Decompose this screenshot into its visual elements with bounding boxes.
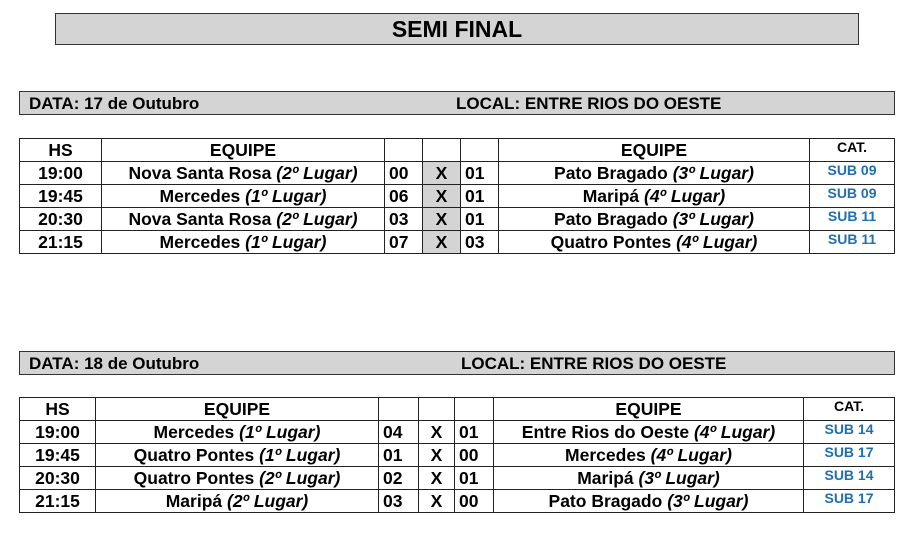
header-equipe-away: EQUIPE — [499, 139, 810, 162]
away-score: 01 — [455, 467, 494, 490]
round-1-info-bar — [19, 91, 895, 115]
header-equipe-home: EQUIPE — [96, 398, 379, 421]
versus-mark: X — [419, 467, 455, 490]
header-hs: HS — [20, 398, 96, 421]
home-score: 01 — [379, 444, 419, 467]
versus-mark: X — [423, 208, 461, 231]
header-equipe-home: EQUIPE — [102, 139, 385, 162]
game-time: 20:30 — [20, 467, 96, 490]
header-equipe-away: EQUIPE — [494, 398, 804, 421]
away-score: 03 — [461, 231, 499, 254]
home-team: Quatro Pontes (2º Lugar) — [96, 467, 379, 490]
versus-mark: X — [423, 162, 461, 185]
versus-mark: X — [419, 444, 455, 467]
game-time: 20:30 — [20, 208, 102, 231]
game-time: 21:15 — [20, 231, 102, 254]
category: SUB 17 — [804, 444, 895, 467]
round-2-schedule-table — [19, 397, 895, 513]
game-time: 21:15 — [20, 490, 96, 513]
game-time: 19:45 — [20, 444, 96, 467]
home-score: 00 — [385, 162, 423, 185]
game-time: 19:00 — [20, 162, 102, 185]
home-score: 03 — [379, 490, 419, 513]
away-score: 00 — [455, 490, 494, 513]
round-2-date: DATA: 18 de Outubro — [29, 354, 200, 373]
table-row — [20, 444, 895, 467]
game-time: 19:45 — [20, 185, 102, 208]
round-1-local: LOCAL: ENTRE RIOS DO OESTE — [456, 94, 722, 113]
versus-mark: X — [419, 490, 455, 513]
away-score: 00 — [455, 444, 494, 467]
away-team: Pato Bragado (3º Lugar) — [499, 162, 810, 185]
home-team: Nova Santa Rosa (2º Lugar) — [102, 162, 385, 185]
table-row — [20, 231, 895, 254]
home-team: Quatro Pontes (1º Lugar) — [96, 444, 379, 467]
category: SUB 09 — [810, 185, 895, 208]
home-team: Mercedes (1º Lugar) — [102, 231, 385, 254]
table-row — [20, 421, 895, 444]
round-2-local: LOCAL: ENTRE RIOS DO OESTE — [461, 354, 727, 373]
home-score: 04 — [379, 421, 419, 444]
category: SUB 17 — [804, 490, 895, 513]
table-row — [20, 185, 895, 208]
versus-mark: X — [423, 185, 461, 208]
header-cat: CAT. — [804, 398, 895, 421]
home-score: 02 — [379, 467, 419, 490]
header-hs: HS — [20, 139, 102, 162]
versus-mark: X — [423, 231, 461, 254]
home-team: Mercedes (1º Lugar) — [96, 421, 379, 444]
away-team: Entre Rios do Oeste (4º Lugar) — [494, 421, 804, 444]
header-cat: CAT. — [810, 139, 895, 162]
away-team: Quatro Pontes (4º Lugar) — [499, 231, 810, 254]
home-team: Maripá (2º Lugar) — [96, 490, 379, 513]
table-header-row — [20, 139, 895, 162]
page-title-text: SEMI FINAL — [391, 15, 523, 42]
away-team: Pato Bragado (3º Lugar) — [494, 490, 804, 513]
away-score: 01 — [455, 421, 494, 444]
category: SUB 14 — [804, 421, 895, 444]
table-header-row — [20, 398, 895, 421]
away-score: 01 — [461, 208, 499, 231]
home-team: Nova Santa Rosa (2º Lugar) — [102, 208, 385, 231]
home-score: 06 — [385, 185, 423, 208]
away-team: Maripá (3º Lugar) — [494, 467, 804, 490]
table-row — [20, 467, 895, 490]
game-time: 19:00 — [20, 421, 96, 444]
category: SUB 11 — [810, 231, 895, 254]
home-team: Mercedes (1º Lugar) — [102, 185, 385, 208]
page-title — [55, 13, 859, 45]
away-team: Maripá (4º Lugar) — [499, 185, 810, 208]
table-row — [20, 208, 895, 231]
away-team: Mercedes (4º Lugar) — [494, 444, 804, 467]
home-score: 03 — [385, 208, 423, 231]
table-row — [20, 162, 895, 185]
category: SUB 14 — [804, 467, 895, 490]
round-1-date: DATA: 17 de Outubro — [29, 94, 200, 113]
away-score: 01 — [461, 162, 499, 185]
versus-mark: X — [419, 421, 455, 444]
category: SUB 11 — [810, 208, 895, 231]
away-team: Pato Bragado (3º Lugar) — [499, 208, 810, 231]
home-score: 07 — [385, 231, 423, 254]
away-score: 01 — [461, 185, 499, 208]
category: SUB 09 — [810, 162, 895, 185]
round-2-info-bar — [19, 351, 895, 375]
round-1-schedule-table — [19, 138, 895, 254]
table-row — [20, 490, 895, 513]
